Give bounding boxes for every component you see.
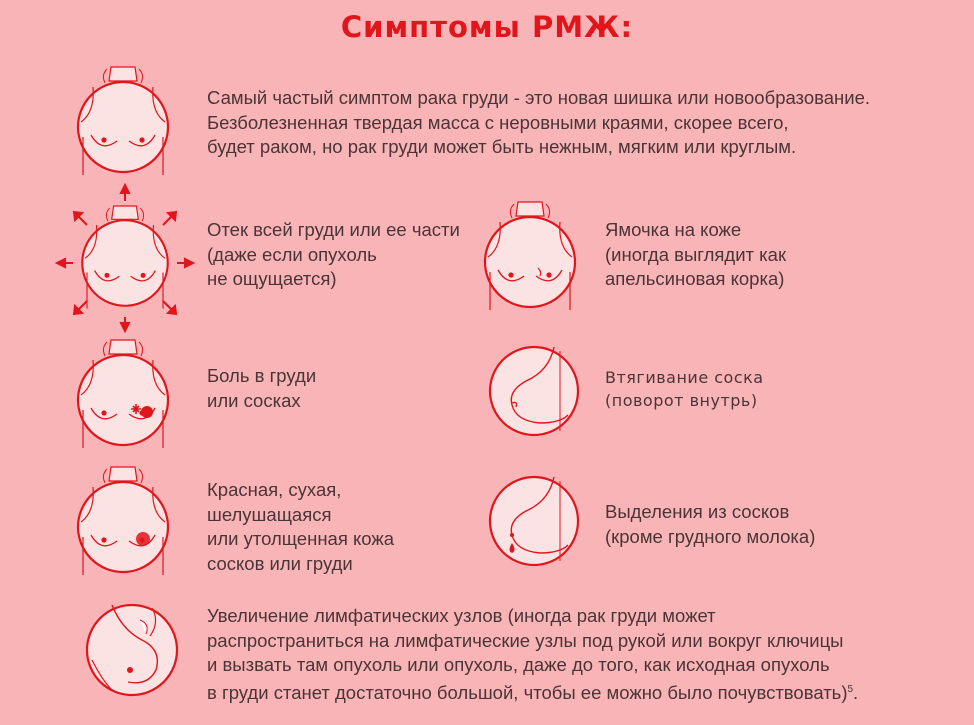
breast-profile-icon [488, 345, 580, 437]
breast-dimple-icon [475, 197, 585, 307]
symptom-dimpling-text: Ямочка на коже (иногда выглядит как апельсиновая корка) [605, 219, 787, 289]
symptom-lump-text: Самый частый симптом рака груди - это новая шишка или новообразование. Безболезненная твердая масса с неровными краями, скорее всего, будет раком, но рак груди может быть нежным, мягким или круглым. [207, 87, 871, 157]
breast-red-skin-icon [68, 462, 178, 572]
footnote-marker: 5 [847, 683, 854, 695]
breast-discharge-icon [488, 475, 580, 567]
breast-pain-icon [68, 335, 178, 445]
symptom-discharge-text: Выделения из сосков (кроме грудного молока) [605, 501, 816, 547]
breast-armpit-icon [82, 600, 182, 700]
symptom-retraction-text: Втягивание соска (поворот внутрь) [605, 368, 764, 410]
breast-front-icon [68, 62, 178, 172]
breast-swelling-icon [55, 185, 195, 325]
page-title: Симптомы РМЖ: [340, 10, 634, 44]
symptom-pain-text: Боль в груди или сосках [207, 365, 317, 411]
symptom-swelling-text: Отек всей груди или ее части (даже если опухоль не ощущается) [207, 219, 460, 289]
symptom-redness-text: Красная, сухая, шелушащаяся или утолщенная кожа сосков или груди [207, 479, 395, 574]
symptom-lymph-text: Увеличение лимфатических узлов (иногда рак груди может распространиться на лимфатические узлы под рукой или вокруг ключицы и вызвать там опухоль или опухоль, даже до того, как исходная опухоль в груди станет достаточно большой, чтобы ее можно было почувствовать)$^5$. [207, 605, 859, 703]
